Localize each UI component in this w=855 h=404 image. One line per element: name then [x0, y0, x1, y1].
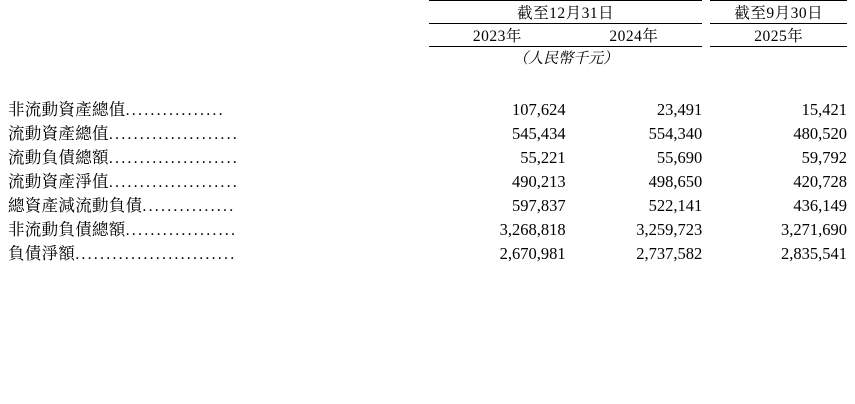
row-value-2024: 498,650: [648, 172, 703, 191]
row-value-2023: 107,624: [511, 100, 566, 119]
row-label-cell: [8, 168, 429, 192]
row-leader-dots: ..........................: [75, 246, 237, 263]
row-gap: [702, 96, 710, 120]
row-value-2023: 3,268,818: [499, 220, 566, 239]
row-label-text: 非流動資產總值: [8, 100, 126, 119]
row-leader-dots: .....................: [108, 174, 240, 191]
table-row: [8, 192, 847, 216]
header-spacer-row: [8, 68, 847, 96]
row-label-cell: [8, 216, 429, 240]
row-label-cell: [8, 120, 429, 144]
row-label-cell: [8, 96, 429, 120]
row-value-2024: 55,690: [656, 148, 703, 167]
header-group-dec31: 截至12月31日: [429, 1, 702, 24]
row-leader-dots: ..................: [125, 222, 238, 239]
header-year-2025: 2025年: [710, 24, 847, 47]
row-value-2025: 59,792: [801, 148, 847, 167]
row-label-text: 流動資產淨值: [8, 172, 109, 191]
header-group-row: [8, 1, 847, 24]
unit-label: （人民幣千元）: [513, 51, 619, 67]
row-leader-dots: .....................: [108, 150, 240, 167]
row-value-2024: 3,259,723: [636, 220, 703, 239]
row-value-2023: 490,213: [511, 172, 566, 191]
row-label-text: 流動資產總值: [8, 124, 109, 143]
row-label-text: 流動負債總額: [8, 148, 109, 167]
unit-corner: [8, 47, 429, 69]
row-value-2024: 554,340: [648, 124, 703, 143]
header-gap-cell: [702, 1, 710, 24]
table-row: [8, 168, 847, 192]
table-row: [8, 144, 847, 168]
row-value-2025: 3,271,690: [781, 220, 847, 239]
row-gap: [702, 240, 710, 264]
header-unit-row: [8, 47, 847, 69]
row-value-2023: 597,837: [511, 196, 566, 215]
row-label-text: 非流動負債總額: [8, 220, 126, 239]
row-gap: [702, 168, 710, 192]
row-gap: [702, 216, 710, 240]
financial-summary-table: [8, 0, 847, 264]
row-value-2025: 2,835,541: [781, 244, 847, 263]
header-year-row: [8, 24, 847, 47]
row-gap: [702, 192, 710, 216]
header-year-2024: 2024年: [566, 24, 703, 47]
row-gap: [702, 144, 710, 168]
table-row: [8, 216, 847, 240]
row-value-2023: 545,434: [511, 124, 566, 143]
table-row: [8, 120, 847, 144]
row-label-cell: [8, 240, 429, 264]
row-label-cell: [8, 192, 429, 216]
row-value-2024: 522,141: [648, 196, 703, 215]
row-gap: [702, 120, 710, 144]
table-row: [8, 240, 847, 264]
header-group-sep30: 截至9月30日: [710, 1, 847, 24]
header-year-corner: [8, 24, 429, 47]
row-leader-dots: ...............: [142, 198, 236, 215]
row-value-2023: 2,670,981: [499, 244, 566, 263]
unit-spacer: [710, 47, 847, 69]
row-label-text: 總資產減流動負債: [8, 196, 143, 215]
row-value-2025: 480,520: [793, 124, 847, 143]
table-header: [8, 1, 847, 97]
row-value-2024: 23,491: [656, 100, 703, 119]
header-year-2023: 2023年: [429, 24, 566, 47]
header-corner-cell: [8, 1, 429, 24]
unit-gap: [702, 47, 710, 69]
row-leader-dots: .....................: [108, 126, 240, 143]
row-leader-dots: ................: [125, 102, 225, 119]
row-value-2025: 420,728: [793, 172, 847, 191]
table-body: [8, 96, 847, 264]
row-label-cell: [8, 144, 429, 168]
row-value-2025: 15,421: [801, 100, 847, 119]
row-value-2023: 55,221: [520, 148, 566, 167]
row-value-2024: 2,737,582: [636, 244, 703, 263]
table-row: [8, 96, 847, 120]
header-year-gap: [702, 24, 710, 47]
row-label-text: 負債淨額: [8, 244, 76, 263]
row-value-2025: 436,149: [793, 196, 847, 215]
